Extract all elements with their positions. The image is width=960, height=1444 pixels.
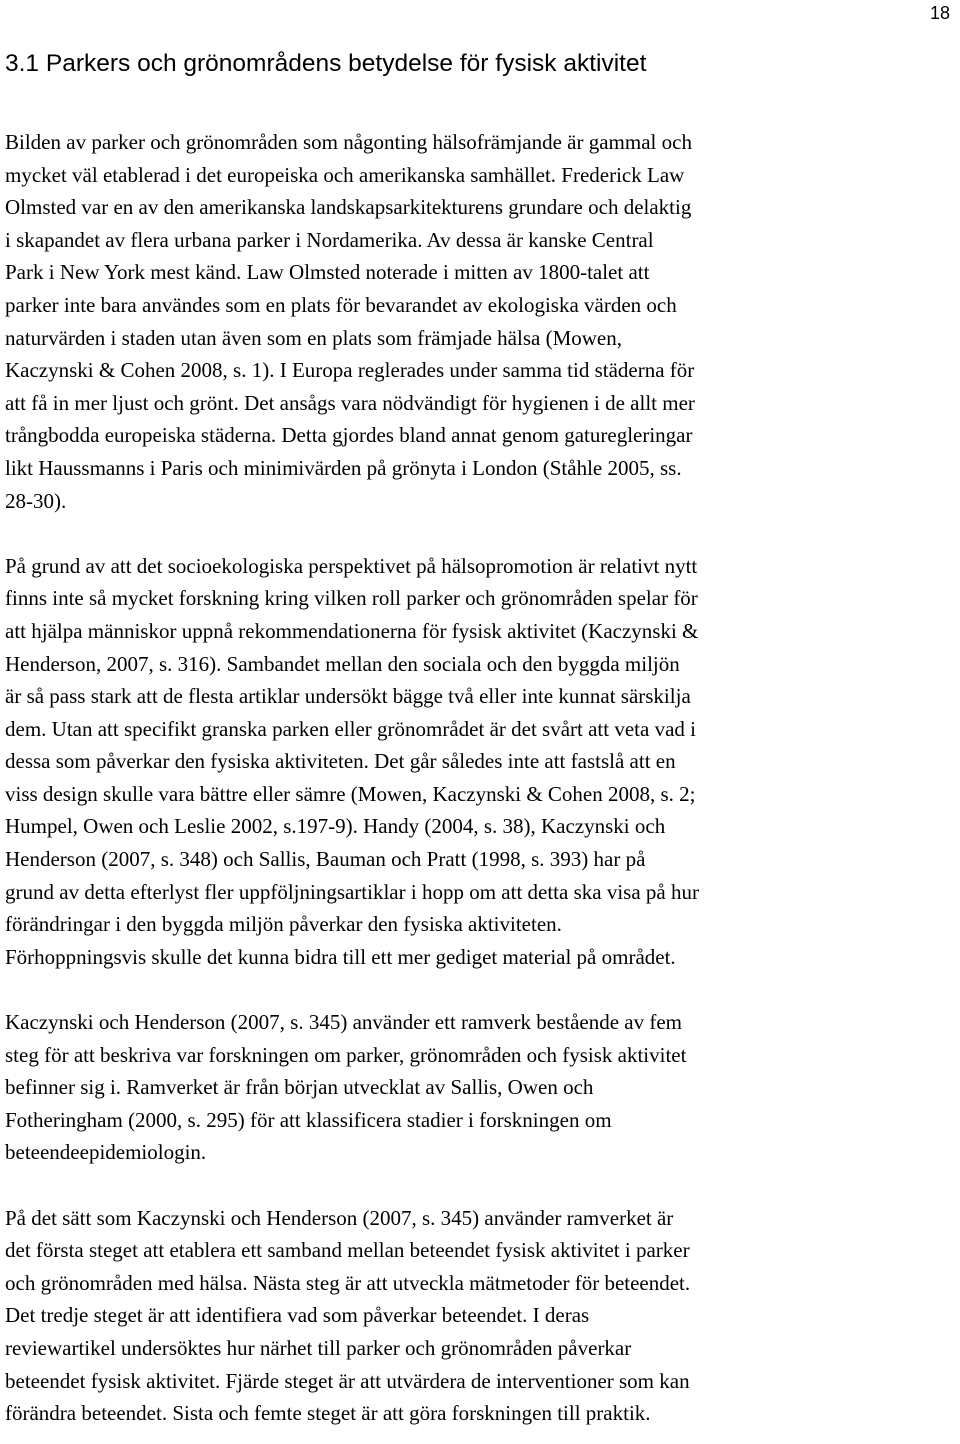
text-line: beteendet fysisk aktivitet. Fjärde steget är att utvärdera de interventioner som kan — [5, 1368, 690, 1393]
section-heading: 3.1 Parkers och grönområdens betydelse för fysisk aktivitet — [5, 50, 647, 77]
text-line: Humpel, Owen och Leslie 2002, s.197-9). Handy (2004, s. 38), Kaczynski och — [5, 814, 666, 839]
text-line: trångbodda europeiska städerna. Detta gjordes bland annat genom gaturegleringar — [5, 423, 693, 448]
text-line: befinner sig i. Ramverket är från början utvecklat av Sallis, Owen och — [5, 1075, 594, 1100]
text-line: likt Haussmanns i Paris och minimivärden på grönyta i London (Ståhle 2005, ss. — [5, 455, 682, 480]
text-line: Kaczynski och Henderson (2007, s. 345) använder ett ramverk bestående av fem — [5, 1010, 683, 1035]
text-line: reviewartikel undersöktes hur närhet till parker och grönområden påverkar — [5, 1335, 632, 1360]
text-line: grund av detta efterlyst fler uppföljningsartiklar i hopp om att detta ska visa på hur — [5, 879, 699, 904]
text-line: Fotheringham (2000, s. 295) för att klassificera stadier i forskningen om — [5, 1107, 612, 1132]
text-line: parker inte bara användes som en plats för bevarandet av ekologiska värden och — [5, 292, 677, 317]
text-line: att hjälpa människor uppnå rekommendationerna för fysisk aktivitet (Kaczynski & — [5, 618, 699, 643]
paragraph — [5, 1006, 870, 1169]
text-line: viss design skulle vara bättre eller sämre (Mowen, Kaczynski & Cohen 2008, s. 2; — [5, 781, 696, 806]
text-line: Bilden av parker och grönområden som någonting hälsofrämjande är gammal och — [5, 130, 692, 154]
text-line: och grönområden med hälsa. Nästa steg är att utveckla mätmetoder för beteendet. — [5, 1270, 691, 1295]
page-number: 18 — [929, 3, 950, 23]
text-line: Det tredje steget är att identifiera vad som påverkar beteendet. I deras — [5, 1303, 590, 1328]
text-line: steg för att beskriva var forskningen om parker, grönområden och fysisk aktivitet — [5, 1042, 687, 1067]
text-line: det första steget att etablera ett samband mellan beteendet fysisk aktivitet i parker — [5, 1238, 690, 1263]
paragraph — [5, 126, 870, 517]
text-line: dessa som påverkar den fysiska aktiviteten. Det går således inte att fastslå att en — [5, 749, 676, 774]
paragraph — [5, 1202, 870, 1430]
text-line: beteendeepidemiologin. — [5, 1140, 207, 1165]
text-line: På det sätt som Kaczynski och Henderson (2007, s. 345) använder ramverket är — [5, 1205, 674, 1230]
text-line: På grund av att det socioekologiska perspektivet på hälsopromotion är relativt nytt — [5, 553, 698, 578]
text-line: Kaczynski & Cohen 2008, s. 1). I Europa reglerades under samma tid städerna för — [5, 358, 695, 383]
text-line: förändra beteendet. Sista och femte steget är att göra forskningen till praktik. — [5, 1401, 651, 1426]
paragraph — [5, 550, 870, 974]
text-line: mycket väl etablerad i det europeiska och amerikanska samhället. Frederick Law — [5, 162, 685, 187]
text-line: finns inte så mycket forskning kring vilken roll parker och grönområden spelar för — [5, 586, 698, 611]
body-text — [5, 126, 870, 1430]
text-line: dem. Utan att specifikt granska parken eller grönområdet är det svårt att veta vad i — [5, 716, 696, 741]
text-line: är så pass stark att de flesta artiklar undersökt bägge två eller inte kunnat särskilja — [5, 684, 691, 709]
text-line: att få in mer ljust och grönt. Det ansågs vara nödvändigt för hygienen i de allt mer — [5, 390, 695, 415]
text-line: i skapandet av flera urbana parker i Nordamerika. Av dessa är kanske Central — [5, 227, 654, 252]
text-line: förändringar i den byggda miljön påverkar den fysiska aktiviteten. — [5, 912, 562, 937]
text-line: Henderson, 2007, s. 316). Sambandet mellan den sociala och den byggda miljön — [5, 651, 680, 676]
text-line: 28-30). — [5, 488, 67, 513]
text-line: Förhoppningsvis skulle det kunna bidra till ett mer gediget material på området. — [5, 944, 676, 969]
text-line: Henderson (2007, s. 348) och Sallis, Bauman och Pratt (1998, s. 393) har på — [5, 847, 646, 872]
text-line: naturvärden i staden utan även som en plats som främjade hälsa (Mowen, — [5, 325, 622, 350]
text-line: Park i New York mest känd. Law Olmsted noterade i mitten av 1800-talet att — [5, 260, 650, 285]
text-line: Olmsted var en av den amerikanska landskapsarkitekturens grundare och delaktig — [5, 195, 692, 220]
